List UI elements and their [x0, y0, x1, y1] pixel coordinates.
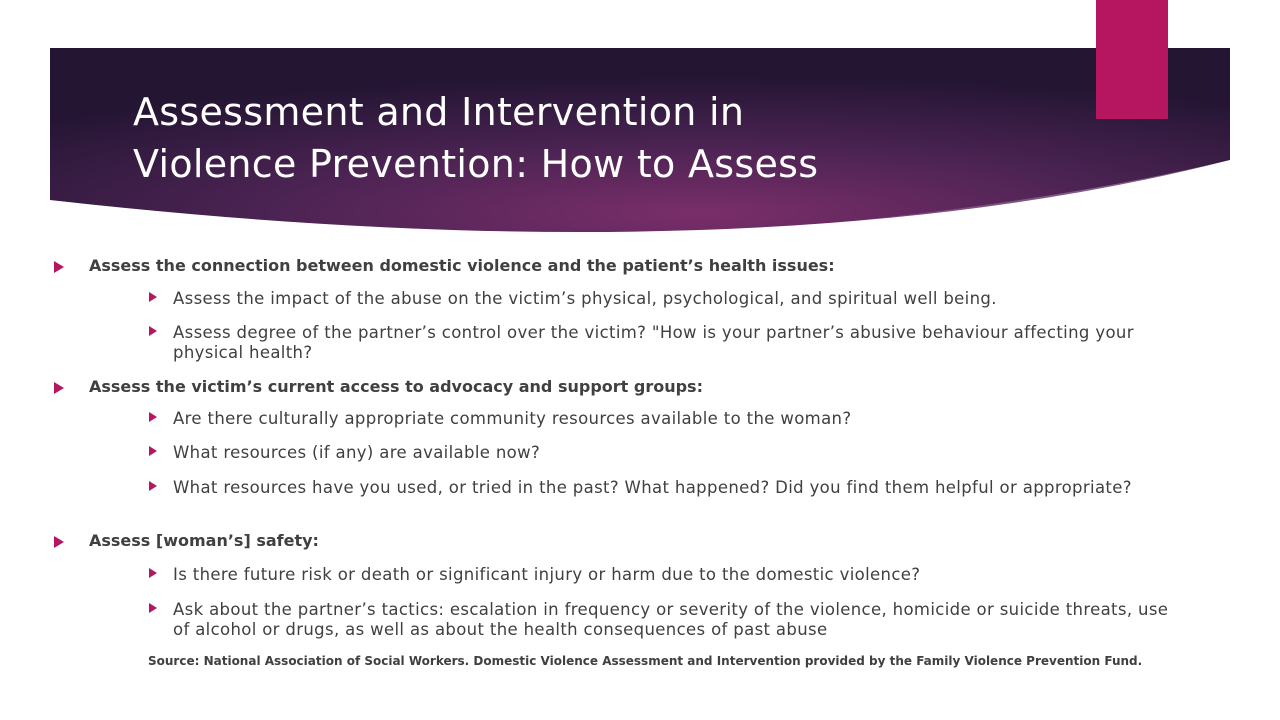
triangle-right-icon	[149, 292, 157, 302]
section-heading: Assess the victim’s current access to advocacy and support groups:	[89, 377, 703, 396]
triangle-right-icon	[149, 568, 157, 578]
triangle-right-icon	[149, 326, 157, 336]
section-heading: Assess the connection between domestic violence and the patient’s health issues:	[89, 256, 835, 275]
bullet-text: Ask about the partner’s tactics: escalation in frequency or severity of the violence, homicide or suicide threats, use of alcohol or drugs, as well as about the health consequences of past abuse	[173, 600, 1169, 639]
bullet-text: What resources (if any) are available now?	[173, 443, 541, 462]
bullet-text: Is there future risk or death or significant injury or harm due to the domestic violence?	[173, 565, 921, 584]
bullet-text: Assess degree of the partner’s control over the victim? "How is your partner’s abusive behaviour affecting your physical health?	[173, 323, 1134, 362]
sub-bullet-item	[149, 600, 1189, 640]
slide-title-line-2: Violence Prevention: How to Assess	[133, 142, 819, 186]
sub-bullet-item	[149, 478, 1189, 518]
source-citation: Source: National Association of Social Workers. Domestic Violence Assessment and Intervention provided by the Family Violence Prevention Fund.	[148, 654, 1143, 668]
sub-bullet-item	[149, 323, 1189, 363]
sub-bullet-item	[149, 565, 1189, 585]
slide-title-line-1: Assessment and Intervention in	[133, 90, 745, 134]
triangle-right-icon	[149, 412, 157, 422]
triangle-right-icon	[149, 481, 157, 491]
bullet-item	[54, 531, 1204, 551]
bullet-item	[54, 377, 1204, 397]
bullet-text: Are there culturally appropriate community resources available to the woman?	[173, 409, 852, 428]
triangle-right-icon	[149, 603, 157, 613]
bullet-text: Assess the impact of the abuse on the victim’s physical, psychological, and spiritual well being.	[173, 289, 997, 308]
bullet-text: What resources have you used, or tried in the past? What happened? Did you find them helpful or appropriate?	[173, 478, 1132, 497]
triangle-right-icon	[149, 446, 157, 456]
sub-bullet-item	[149, 409, 1189, 429]
bullet-item	[54, 256, 1204, 276]
sub-bullet-item	[149, 289, 1189, 309]
triangle-right-icon	[54, 261, 64, 273]
triangle-right-icon	[54, 382, 64, 394]
triangle-right-icon	[54, 536, 64, 548]
section-heading: Assess [woman’s] safety:	[89, 531, 319, 550]
sub-bullet-item	[149, 443, 1189, 463]
